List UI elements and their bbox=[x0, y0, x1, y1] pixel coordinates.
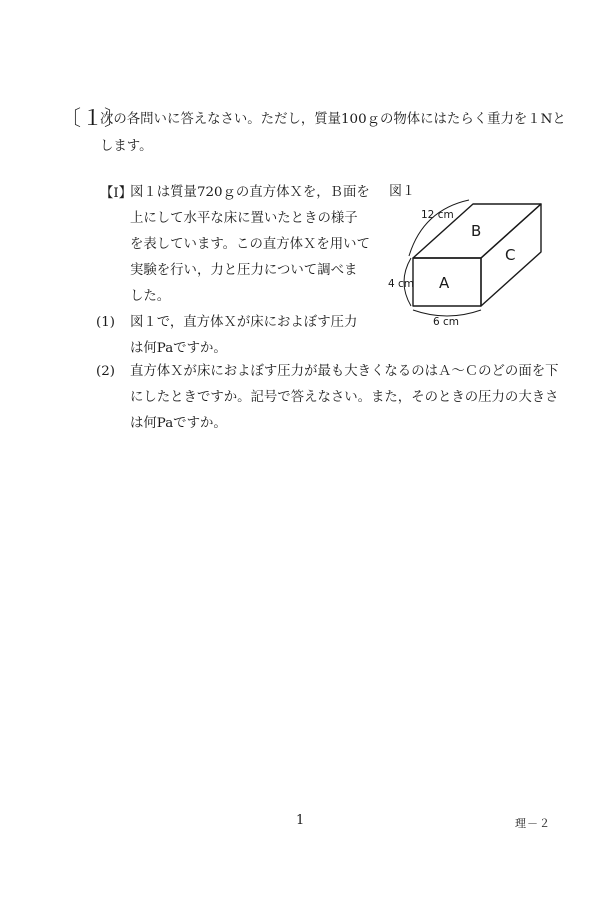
dim-width-label: 6 cm bbox=[433, 316, 460, 328]
subquestion-1-text: 図１で，直方体Ｘが床におよぼす圧力は何Paですか。 bbox=[130, 315, 358, 356]
face-a-label: A bbox=[439, 274, 450, 292]
section-text: 図１は質量720ｇの直方体Ｘを，Ｂ面を上にして水平な床に置いたときの様子を表しています。この直方体Ｘを用いて実験を行い，力と圧力について調べました。 bbox=[130, 185, 370, 304]
dim-height-label: 4 cm bbox=[388, 278, 415, 290]
subquestion-2-number: (2) bbox=[96, 364, 115, 379]
page-number: 1 bbox=[296, 813, 305, 828]
face-c-label: C bbox=[505, 246, 516, 264]
cuboid-figure bbox=[383, 196, 553, 336]
subquestion-1-number: (1) bbox=[96, 315, 115, 330]
page-code: 理－２ bbox=[515, 817, 551, 830]
subquestion-2-text: 直方体Ｘが床におよぼす圧力が最も大きくなるのはＡ～Ｃのどの面を下にしたときですか。記号で答えなさい。また，そのときの圧力の大きさは何Paですか。 bbox=[130, 364, 559, 431]
question-intro: 次の各問いに答えなさい。ただし，質量100ｇの物体にはたらく重力を１Nとします。 bbox=[100, 112, 566, 154]
question-number: 〔１〕 bbox=[60, 106, 126, 130]
face-b-label: B bbox=[471, 222, 482, 240]
dim-depth-label: 12 cm bbox=[421, 209, 454, 221]
figure-label: 図１ bbox=[389, 184, 416, 199]
section-label: 【Ⅰ】 bbox=[100, 186, 133, 201]
